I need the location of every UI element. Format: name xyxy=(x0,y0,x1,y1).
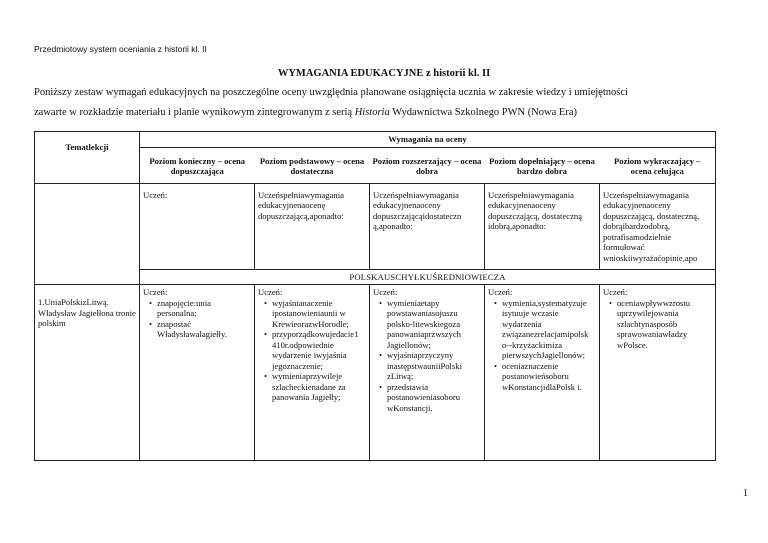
intro-cell-4: Uczeńspełniawymagania edukacyjnenaoceny dopuszczającą, dostateczną idobrą,aponadto: xyxy=(485,183,600,269)
intro-line-2-text: zawarte w rozkładzie materiału i planie wynikowym zintegrowanym z serią xyxy=(34,107,355,118)
list-item xyxy=(258,371,366,403)
list-item xyxy=(258,298,366,330)
intro-cell-3: Uczeńspełniawymagania edukacyjnenaoceny dopuszczającąidostateczn ą,aponadto: xyxy=(370,183,485,269)
topic-empty-cell xyxy=(35,183,140,269)
list-item xyxy=(373,298,481,351)
list-item xyxy=(258,329,366,371)
cell-lead: Uczeń: xyxy=(373,287,398,297)
level-header-1: Poziom konieczny – ocena dopuszczająca xyxy=(140,147,255,183)
lesson-cell-3 xyxy=(370,285,485,461)
item-text: znapojęcie:unia personalna; xyxy=(157,297,211,318)
intro-line-1: Poniższy zestaw wymagań edukacyjnych na poszczególne oceny uwzględnia planowane osiągnięcia ucznia w zakresie wiedzy i umiejętności xyxy=(34,87,628,98)
level-header-3: Poziom rozszerzający – ocena dobra xyxy=(372,155,482,176)
intro-cell-1: Uczeń: xyxy=(140,183,255,269)
bullet-icon: • xyxy=(379,350,383,360)
bullet-icon: • xyxy=(264,329,268,339)
requirement-list xyxy=(603,298,712,351)
cell-lead: Uczeń: xyxy=(143,287,168,297)
bullet-icon: • xyxy=(379,381,383,392)
bullet-icon: • xyxy=(264,371,268,381)
bullet-icon: • xyxy=(149,318,153,329)
item-text: wyjaśniaprzyczyny inastępstwauniiPolski zLitwą; xyxy=(387,350,462,381)
requirement-list xyxy=(143,298,251,340)
intro-cell-2: Uczeńspełniawymagania edukacyjnenaocenę dopuszczającą,aponadto: xyxy=(255,183,370,269)
cell-lead: Uczeń: xyxy=(488,287,513,297)
lesson-cell-1 xyxy=(140,285,255,461)
list-item xyxy=(143,298,251,319)
cell-lead: Uczeń: xyxy=(603,287,628,297)
list-item xyxy=(373,382,481,414)
item-text: znapostać Władysławalagiełły. xyxy=(157,318,227,339)
bullet-icon: • xyxy=(609,297,613,308)
requirement-list xyxy=(488,298,596,393)
requirement-list xyxy=(373,298,481,414)
item-text: oceniaznaczenie postanowieńsoboru wKonstancjidlaPolsk i. xyxy=(502,360,582,392)
level-header-4: Poziom dopełniający – ocena bardzo dobra xyxy=(489,155,595,176)
intro-cell-5: Uczeńspełniawymagania edukacyjnenaoceny dopuszczającą, dostateczną, dobrąibardzodobrą, potrafisamodzielnie formułować wnioskiiwyrażaćopinie,apo xyxy=(600,183,716,269)
intro-paragraph xyxy=(34,83,739,123)
bullet-icon: • xyxy=(379,297,383,308)
item-text: wymienia,systematyzuje isytuuje wczasie wydarzenia związanezrelacjamipolsk o--krzyżackimiza pierwszychJagiellonów; xyxy=(502,297,589,360)
section-title: POLSKAUSCHYŁKUŚREDNIOWIECZA xyxy=(140,269,716,285)
list-item xyxy=(373,350,481,382)
item-text: wymieniaprzywileje szlacheckienadane za panowania Jagiełły; xyxy=(272,371,346,402)
list-item xyxy=(603,298,712,351)
requirements-table xyxy=(34,131,716,461)
list-item xyxy=(488,361,596,393)
bullet-icon: • xyxy=(264,297,268,308)
intro-line-2 xyxy=(34,103,739,123)
topic-empty-cell-2 xyxy=(35,269,140,285)
lesson-cell-5 xyxy=(600,285,716,461)
list-item xyxy=(488,298,596,361)
topic-header xyxy=(35,132,140,184)
document-title: WYMAGANIA EDUKACYJNE z historii kl. II xyxy=(277,68,491,79)
list-item xyxy=(143,319,251,340)
lesson-cell-4 xyxy=(485,285,600,461)
requirement-list xyxy=(258,298,366,403)
lesson-cell-2 xyxy=(255,285,370,461)
intro-line-2-publisher: Wydawnictwa Szkolnego PWN (Nowa Era) xyxy=(389,107,577,118)
topic-header-label: Tematlekcji xyxy=(65,142,109,152)
bullet-icon: • xyxy=(494,297,498,308)
level-header-5: Poziom wykraczający – ocena celująca xyxy=(600,147,716,183)
level-header-2: Poziom podstawowy – ocena dostateczna xyxy=(259,155,365,176)
requirements-header: Wymagania na oceny xyxy=(140,132,716,148)
bullet-icon: • xyxy=(494,360,498,371)
lesson-topic: 1.UniaPolskizLitwą. Władysław Jagiełłona tronie polskim xyxy=(35,285,140,461)
item-text: wyjaśnianaczenie ipostanowieniaunii w KrewieorazwHorodle; xyxy=(272,297,349,329)
item-text: wymieniaetapy powstawaniasojuszu polsko-litewskiegoza panowaniaprzwszych Jagiellonów; xyxy=(387,297,461,350)
bullet-icon: • xyxy=(149,297,153,308)
cell-lead: Uczeń: xyxy=(258,287,283,297)
page-number: 1 xyxy=(743,488,748,499)
document-header: Przedmiotowy system oceniania z historii kl. II xyxy=(34,44,207,54)
series-name: Historia xyxy=(354,107,390,118)
item-text: przyporządkowujedacie1 410r.odpowiednie wydarzenie iwyjaśnia jegoznaczenie; xyxy=(272,329,359,371)
item-text: oceniawpływwzrostu uprzywilejowania szlachtynasposób sprawowaniawładzy wPolsce. xyxy=(617,297,691,350)
item-text: przedstawia postanowieniasoboru wKonstancji. xyxy=(387,381,461,413)
